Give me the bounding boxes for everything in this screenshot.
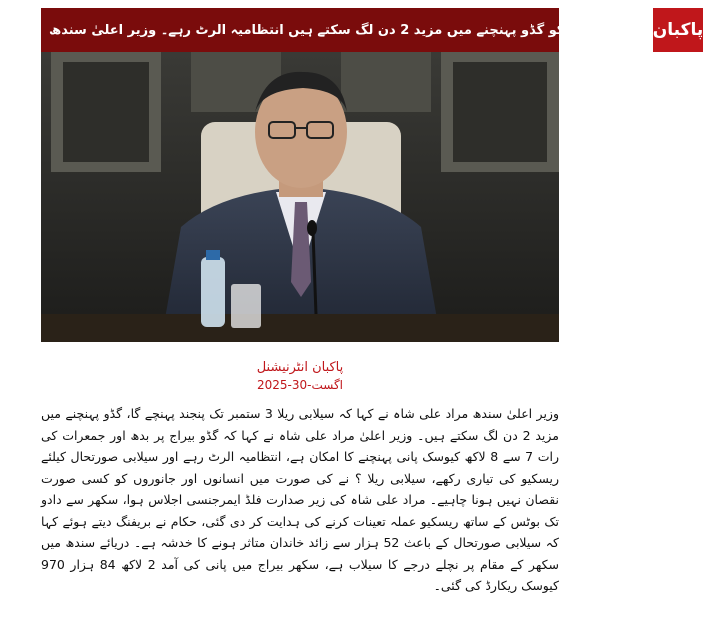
article-body: وزیر اعلیٰ سندھ مراد علی شاہ نے کہا کہ سیلابی ریلا 3 ستمبر تک پنجند پہنچے گا، گڈو پہنچنے میں مزید 2 دن لگ سکتے ہیں۔ وزیر اعلیٰ مراد علی شاہ نے کہا کہ گڈو بیراج پر بدھ اور جمعرات کی رات 7 سے 8 لاکھ کیوسک پانی پہنچنے کا امکان ہے، انتظامیہ الرٹ رہے اور سیلابی صورتحال کیلئے ریسکیو کی تیاری رکھے، سیلابی ریلا ؟ نے کی صورت میں انسانوں اور جانوروں کو کسی صورت نقصان نہیں ہونا چاہیے۔ مراد علی شاہ کی زیر صدارت فلڈ ایمرجنسی اجلاس ہوا، سکھر سے دادو تک بوٹس کے ساتھ ریسکیو عملہ تعینات کرنے کی ہدایت کر دی گئی، حکام نے بریفنگ دیتے ہوئے کہا کہ سیلابی صورتحال کے باعث 52 ہزار سے زائد خاندان متاثر ہونے کا خدشہ ہے۔ دریائے سندھ میں سکھر کے مقام پر نچلے درجے کا سیلاب ہے، سکھر بیراج میں پانی کی آمد 2 لاکھ 84 ہزار 970 کیوسک ریکارڈ کی گئی۔: [41, 406, 560, 593]
news-photo: [41, 52, 559, 342]
header-bar: [41, 8, 703, 52]
byline-date: 2025-اگست-30: [256, 378, 344, 392]
byline-agency: پاکبان انٹرنیشنل: [256, 360, 344, 375]
headline: سیلابی ریلے کو گڈو پہنچنے میں مزید 2 دن لگ سکتے ہیں انتظامیہ الرٹ رہے۔ وزیر اعلیٰ سندھ: [49, 22, 645, 38]
brand-logo[interactable]: پاکبان: [653, 8, 703, 52]
